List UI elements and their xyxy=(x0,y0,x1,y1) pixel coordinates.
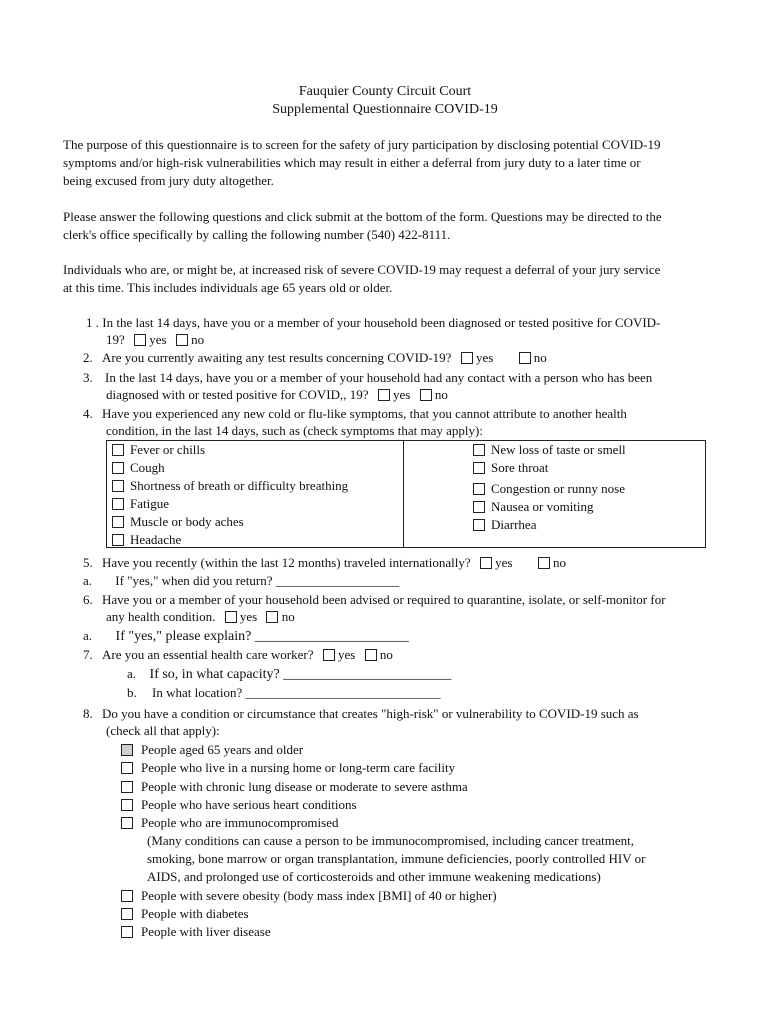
symptom-label: Fatigue xyxy=(130,496,169,511)
question-4-line-2: condition, in the last 14 days, such as (check symptoms that may apply): xyxy=(106,423,483,438)
sub-question-letter: a. xyxy=(83,573,93,588)
intro-line: symptoms and/or high-risk vulnerabilities which may result in either a deferral from jury duty to a later time or xyxy=(63,155,641,170)
q5-no-checkbox[interactable] xyxy=(538,557,550,569)
symptom-throat-checkbox[interactable] xyxy=(473,462,485,474)
symptom-label: Congestion or runny nose xyxy=(491,481,625,496)
symptom-label: Shortness of breath or difficulty breathing xyxy=(130,478,349,493)
yes-label: yes xyxy=(239,609,258,624)
q2-yes-checkbox[interactable] xyxy=(461,352,473,364)
question-number: 7. xyxy=(83,647,93,662)
note-line: AIDS, and prolonged use of corticosteroids and other immune weakening medications) xyxy=(147,869,601,884)
question-5a xyxy=(83,572,399,589)
no-label: no xyxy=(552,555,566,570)
q1-no-checkbox[interactable] xyxy=(176,334,188,346)
symptom-cough xyxy=(112,459,165,476)
yes-label: yes xyxy=(338,647,356,662)
question-4 xyxy=(83,405,627,422)
note-line: smoking, bone marrow or organ transplantation, immune deficiencies, poorly controlled HIV or xyxy=(147,851,646,866)
risk-age-checkbox[interactable] xyxy=(121,744,133,756)
question-number: 1 . xyxy=(86,315,99,330)
question-text: In the last 14 days, have you or a member of your household been diagnosed or tested positive for COVID- xyxy=(102,315,661,330)
intro-line: being excused from jury duty altogether. xyxy=(63,173,274,188)
risk-label: People who have serious heart conditions xyxy=(141,797,357,812)
symptom-shortness-of-breath xyxy=(112,477,348,494)
symptom-aches-checkbox[interactable] xyxy=(112,516,124,528)
question-3 xyxy=(83,369,652,386)
symptom-aches xyxy=(112,513,244,530)
question-number: 3. xyxy=(83,370,93,385)
explanation-field[interactable]: If "yes," please explain? ______________________ xyxy=(115,629,409,644)
q2-no-checkbox[interactable] xyxy=(519,352,531,364)
symptom-label: Nausea or vomiting xyxy=(491,499,594,514)
capacity-field[interactable]: If so, in what capacity? ________________________ xyxy=(149,667,452,682)
symptom-headache xyxy=(112,531,181,548)
symptom-label: Sore throat xyxy=(491,460,549,475)
question-text: diagnosed with or tested positive for COVID,, 19? xyxy=(106,387,369,402)
intro-line: clerk's office specifically by calling the following number (540) 422-8111. xyxy=(63,227,451,242)
question-1 xyxy=(86,314,660,331)
question-text: Have you recently (within the last 12 months) traveled internationally? xyxy=(102,555,471,570)
symptom-sore-throat xyxy=(473,459,548,476)
question-6 xyxy=(83,591,666,608)
question-number: 5. xyxy=(83,555,93,570)
question-number: 2. xyxy=(83,350,93,365)
yes-label: yes xyxy=(475,350,494,365)
intro-paragraph-risk xyxy=(63,261,708,297)
risk-label: People with severe obesity (body mass index [BMI] of 40 or higher) xyxy=(141,888,497,903)
question-5 xyxy=(83,554,566,571)
symptom-taste-loss xyxy=(473,441,626,458)
symptom-headache-checkbox[interactable] xyxy=(112,534,124,546)
symptom-label: Diarrhea xyxy=(491,517,537,532)
return-date-field[interactable]: If "yes," when did you return? ___________________ xyxy=(115,573,400,588)
question-text: Are you an essential health care worker? xyxy=(102,647,314,662)
risk-obesity-checkbox[interactable] xyxy=(121,890,133,902)
sub-question-letter: a. xyxy=(127,666,137,681)
symptom-nausea-checkbox[interactable] xyxy=(473,501,485,513)
risk-label: People with diabetes xyxy=(141,906,249,921)
risk-item-diabetes xyxy=(121,905,249,922)
symptom-cough-checkbox[interactable] xyxy=(112,462,124,474)
risk-item-lung xyxy=(121,778,468,795)
risk-item-immunocompromised xyxy=(121,814,339,831)
no-label: no xyxy=(281,609,295,624)
question-7a xyxy=(127,665,451,683)
note-line: (Many conditions can cause a person to be immunocompromised, including cancer treatment, xyxy=(147,833,634,848)
symptoms-table-divider xyxy=(403,441,404,547)
risk-item-obesity xyxy=(121,887,497,904)
intro-line: Please answer the following questions and click submit at the bottom of the form. Questions may be directed to the xyxy=(63,209,662,224)
symptom-label: Cough xyxy=(130,460,165,475)
no-label: no xyxy=(533,350,547,365)
symptom-diarrhea-checkbox[interactable] xyxy=(473,519,485,531)
question-7b xyxy=(127,684,441,701)
location-field[interactable]: In what location? ______________________________ xyxy=(152,685,441,700)
symptom-fever-checkbox[interactable] xyxy=(112,444,124,456)
intro-paragraph-purpose xyxy=(63,136,708,190)
q6-no-checkbox[interactable] xyxy=(266,611,278,623)
no-label: no xyxy=(434,387,448,402)
sub-question-letter: a. xyxy=(83,628,93,643)
q7-no-checkbox[interactable] xyxy=(365,649,377,661)
risk-item-heart xyxy=(121,796,357,813)
question-8-line-2: (check all that apply): xyxy=(106,723,220,738)
question-1-answers xyxy=(106,331,204,348)
risk-lung-checkbox[interactable] xyxy=(121,781,133,793)
yes-label: yes xyxy=(495,555,513,570)
risk-liver-checkbox[interactable] xyxy=(121,926,133,938)
risk-nursing-checkbox[interactable] xyxy=(121,762,133,774)
risk-immuno-checkbox[interactable] xyxy=(121,817,133,829)
sub-question-letter: b. xyxy=(127,685,137,700)
question-text: In the last 14 days, have you or a member of your household had any contact with a person who has been xyxy=(105,370,653,385)
symptom-taste-checkbox[interactable] xyxy=(473,444,485,456)
question-6a xyxy=(83,627,409,645)
risk-label: People who live in a nursing home or long-term care facility xyxy=(141,760,456,775)
question-number: 6. xyxy=(83,592,93,607)
symptom-breath-checkbox[interactable] xyxy=(112,480,124,492)
q5-yes-checkbox[interactable] xyxy=(480,557,492,569)
risk-item-nursing-home xyxy=(121,759,455,776)
q3-yes-checkbox[interactable] xyxy=(378,389,390,401)
question-text: any health condition. xyxy=(106,609,216,624)
intro-line: Individuals who are, or might be, at increased risk of severe COVID-19 may request a deferral of your jury service xyxy=(63,262,661,277)
question-number: 4. xyxy=(83,406,93,421)
yes-label: yes xyxy=(392,387,411,402)
question-6-answers xyxy=(106,608,295,625)
symptom-label: Muscle or body aches xyxy=(130,514,244,529)
symptom-congestion-checkbox[interactable] xyxy=(473,483,485,495)
risk-label: People with chronic lung disease or moderate to severe asthma xyxy=(141,779,468,794)
symptom-fatigue xyxy=(112,495,169,512)
question-3-answers xyxy=(106,386,448,403)
intro-line: The purpose of this questionnaire is to screen for the safety of jury participation by disclosing potential COVID-19 xyxy=(63,137,661,152)
question-2 xyxy=(83,349,547,366)
symptom-nausea xyxy=(473,498,594,515)
symptom-fever xyxy=(112,441,205,458)
symptom-congestion xyxy=(473,480,625,497)
q3-no-checkbox[interactable] xyxy=(420,389,432,401)
question-text: Have you experienced any new cold or flu-like symptoms, that you cannot attribute to another health xyxy=(102,406,627,421)
no-label: no xyxy=(379,647,393,662)
risk-item-age xyxy=(121,741,303,758)
symptom-fatigue-checkbox[interactable] xyxy=(112,498,124,510)
no-label: no xyxy=(191,332,205,347)
form-title: Fauquier County Circuit Court xyxy=(298,84,472,99)
risk-label: People who are immunocompromised xyxy=(141,815,339,830)
immunocompromised-note xyxy=(147,832,645,886)
risk-heart-checkbox[interactable] xyxy=(121,799,133,811)
symptom-diarrhea xyxy=(473,516,536,533)
question-text: Have you or a member of your household been advised or required to quarantine, isolate, or self-monitor for xyxy=(102,592,666,607)
q7-yes-checkbox[interactable] xyxy=(323,649,335,661)
question-8 xyxy=(83,705,639,722)
question-text: 19? xyxy=(106,332,125,347)
yes-label: yes xyxy=(149,332,167,347)
question-text: Do you have a condition or circumstance that creates "high-risk" or vulnerability to COVID-19 such as xyxy=(102,706,639,721)
q6-yes-checkbox[interactable] xyxy=(225,611,237,623)
intro-line: at this time. This includes individuals age 65 years old or older. xyxy=(63,280,393,295)
question-7 xyxy=(83,646,393,663)
symptom-label: Headache xyxy=(130,532,182,547)
question-number: 8. xyxy=(83,706,93,721)
question-text: Are you currently awaiting any test results concerning COVID-19? xyxy=(102,350,452,365)
risk-diabetes-checkbox[interactable] xyxy=(121,908,133,920)
risk-label: People aged 65 years and older xyxy=(141,742,304,757)
intro-paragraph-instructions xyxy=(63,208,708,244)
risk-item-liver xyxy=(121,923,271,940)
q1-yes-checkbox[interactable] xyxy=(134,334,146,346)
symptom-label: Fever or chills xyxy=(130,442,206,457)
risk-label: People with liver disease xyxy=(141,924,271,939)
form-subtitle: Supplemental Questionnaire COVID-19 xyxy=(272,102,498,117)
symptom-label: New loss of taste or smell xyxy=(491,442,626,457)
